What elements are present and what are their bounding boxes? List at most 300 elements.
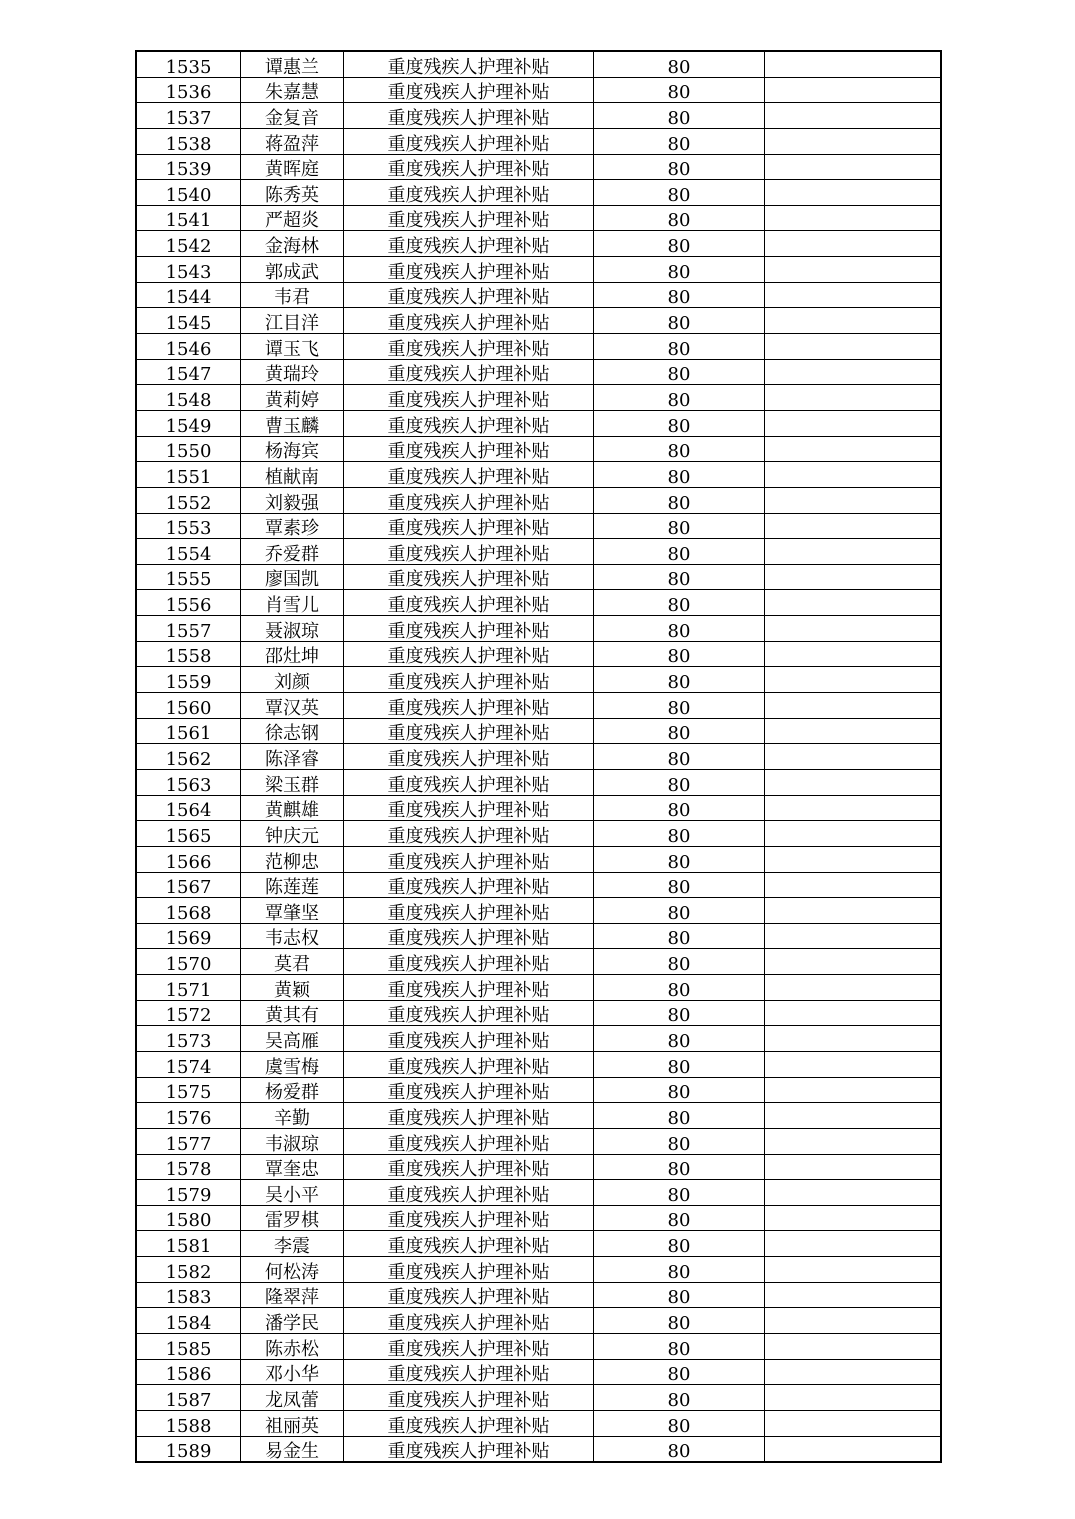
name-cell: 郭成武	[241, 257, 344, 283]
remark-cell	[765, 103, 942, 129]
row-number-cell: 1535	[136, 51, 241, 77]
amount-cell: 80	[594, 385, 765, 411]
subsidy-item-cell: 重度残疾人护理补贴	[344, 77, 594, 103]
amount-cell: 80	[594, 77, 765, 103]
row-number-cell: 1557	[136, 616, 241, 642]
subsidy-item-cell: 重度残疾人护理补贴	[344, 205, 594, 231]
name-cell: 谭玉飞	[241, 334, 344, 360]
subsidy-item-cell: 重度残疾人护理补贴	[344, 846, 594, 872]
amount-cell: 80	[594, 744, 765, 770]
subsidy-item-cell: 重度残疾人护理补贴	[344, 282, 594, 308]
table-row	[136, 1257, 941, 1283]
row-number-cell: 1565	[136, 821, 241, 847]
amount-cell: 80	[594, 1308, 765, 1334]
amount-cell: 80	[594, 487, 765, 513]
row-number-cell: 1536	[136, 77, 241, 103]
subsidy-item-cell: 重度残疾人护理补贴	[344, 1103, 594, 1129]
subsidy-item-cell: 重度残疾人护理补贴	[344, 641, 594, 667]
name-cell: 邵灶坤	[241, 641, 344, 667]
row-number-cell: 1580	[136, 1205, 241, 1231]
subsidy-item-cell: 重度残疾人护理补贴	[344, 231, 594, 257]
amount-cell: 80	[594, 103, 765, 129]
subsidy-item-cell: 重度残疾人护理补贴	[344, 616, 594, 642]
name-cell: 雷罗棋	[241, 1205, 344, 1231]
amount-cell: 80	[594, 846, 765, 872]
subsidy-item-cell: 重度残疾人护理补贴	[344, 795, 594, 821]
remark-cell	[765, 1359, 942, 1385]
table-row	[136, 872, 941, 898]
amount-cell: 80	[594, 1180, 765, 1206]
table-row	[136, 103, 941, 129]
name-cell: 严超炎	[241, 205, 344, 231]
table-row	[136, 1334, 941, 1360]
amount-cell: 80	[594, 667, 765, 693]
name-cell: 梁玉群	[241, 769, 344, 795]
row-number-cell: 1558	[136, 641, 241, 667]
row-number-cell: 1575	[136, 1077, 241, 1103]
name-cell: 陈泽睿	[241, 744, 344, 770]
amount-cell: 80	[594, 821, 765, 847]
table-row	[136, 693, 941, 719]
row-number-cell: 1578	[136, 1154, 241, 1180]
remark-cell	[765, 821, 942, 847]
subsidy-item-cell: 重度残疾人护理补贴	[344, 51, 594, 77]
row-number-cell: 1546	[136, 334, 241, 360]
subsidy-item-cell: 重度残疾人护理补贴	[344, 1231, 594, 1257]
remark-cell	[765, 1154, 942, 1180]
name-cell: 祖丽英	[241, 1410, 344, 1436]
table-row	[136, 1385, 941, 1411]
name-cell: 杨海宾	[241, 436, 344, 462]
name-cell: 徐志钢	[241, 718, 344, 744]
table-row	[136, 1436, 941, 1462]
amount-cell: 80	[594, 539, 765, 565]
amount-cell: 80	[594, 257, 765, 283]
remark-cell	[765, 128, 942, 154]
table-row	[136, 1077, 941, 1103]
subsidy-item-cell: 重度残疾人护理补贴	[344, 308, 594, 334]
table-row	[136, 257, 941, 283]
subsidy-item-cell: 重度残疾人护理补贴	[344, 462, 594, 488]
row-number-cell: 1541	[136, 205, 241, 231]
subsidy-item-cell: 重度残疾人护理补贴	[344, 821, 594, 847]
remark-cell	[765, 898, 942, 924]
remark-cell	[765, 1128, 942, 1154]
name-cell: 陈赤松	[241, 1334, 344, 1360]
row-number-cell: 1584	[136, 1308, 241, 1334]
remark-cell	[765, 1385, 942, 1411]
name-cell: 黄其有	[241, 1000, 344, 1026]
amount-cell: 80	[594, 1282, 765, 1308]
remark-cell	[765, 1282, 942, 1308]
table-row	[136, 1000, 941, 1026]
row-number-cell: 1562	[136, 744, 241, 770]
remark-cell	[765, 923, 942, 949]
remark-cell	[765, 1205, 942, 1231]
row-number-cell: 1587	[136, 1385, 241, 1411]
remark-cell	[765, 795, 942, 821]
name-cell: 黄瑞玲	[241, 359, 344, 385]
name-cell: 乔爱群	[241, 539, 344, 565]
row-number-cell: 1588	[136, 1410, 241, 1436]
name-cell: 覃奎忠	[241, 1154, 344, 1180]
name-cell: 韦君	[241, 282, 344, 308]
remark-cell	[765, 693, 942, 719]
subsidy-item-cell: 重度残疾人护理补贴	[344, 1051, 594, 1077]
row-number-cell: 1555	[136, 564, 241, 590]
subsidy-item-cell: 重度残疾人护理补贴	[344, 180, 594, 206]
name-cell: 莫君	[241, 949, 344, 975]
remark-cell	[765, 1410, 942, 1436]
subsidy-item-cell: 重度残疾人护理补贴	[344, 667, 594, 693]
subsidy-item-cell: 重度残疾人护理补贴	[344, 1128, 594, 1154]
table-row	[136, 487, 941, 513]
row-number-cell: 1550	[136, 436, 241, 462]
table-row	[136, 77, 941, 103]
row-number-cell: 1554	[136, 539, 241, 565]
row-number-cell: 1586	[136, 1359, 241, 1385]
remark-cell	[765, 1257, 942, 1283]
subsidy-item-cell: 重度残疾人护理补贴	[344, 744, 594, 770]
subsidy-item-cell: 重度残疾人护理补贴	[344, 154, 594, 180]
name-cell: 刘颜	[241, 667, 344, 693]
row-number-cell: 1574	[136, 1051, 241, 1077]
name-cell: 李震	[241, 1231, 344, 1257]
table-row	[136, 564, 941, 590]
table-row	[136, 667, 941, 693]
amount-cell: 80	[594, 128, 765, 154]
remark-cell	[765, 949, 942, 975]
amount-cell: 80	[594, 718, 765, 744]
amount-cell: 80	[594, 436, 765, 462]
table-row	[136, 975, 941, 1001]
subsidy-item-cell: 重度残疾人护理补贴	[344, 257, 594, 283]
amount-cell: 80	[594, 1128, 765, 1154]
amount-cell: 80	[594, 1205, 765, 1231]
name-cell: 聂淑琼	[241, 616, 344, 642]
amount-cell: 80	[594, 975, 765, 1001]
table-row	[136, 231, 941, 257]
row-number-cell: 1589	[136, 1436, 241, 1462]
name-cell: 覃汉英	[241, 693, 344, 719]
table-row	[136, 410, 941, 436]
row-number-cell: 1566	[136, 846, 241, 872]
amount-cell: 80	[594, 308, 765, 334]
name-cell: 刘毅强	[241, 487, 344, 513]
row-number-cell: 1540	[136, 180, 241, 206]
name-cell: 韦淑琼	[241, 1128, 344, 1154]
table-row	[136, 385, 941, 411]
subsidy-item-cell: 重度残疾人护理补贴	[344, 1205, 594, 1231]
amount-cell: 80	[594, 154, 765, 180]
table-row	[136, 51, 941, 77]
name-cell: 吴高雁	[241, 1026, 344, 1052]
amount-cell: 80	[594, 564, 765, 590]
table-row	[136, 1103, 941, 1129]
amount-cell: 80	[594, 180, 765, 206]
row-number-cell: 1569	[136, 923, 241, 949]
name-cell: 金复音	[241, 103, 344, 129]
row-number-cell: 1542	[136, 231, 241, 257]
subsidy-item-cell: 重度残疾人护理补贴	[344, 385, 594, 411]
subsidy-item-cell: 重度残疾人护理补贴	[344, 1359, 594, 1385]
name-cell: 曹玉麟	[241, 410, 344, 436]
amount-cell: 80	[594, 1410, 765, 1436]
subsidy-item-cell: 重度残疾人护理补贴	[344, 1257, 594, 1283]
subsidy-item-cell: 重度残疾人护理补贴	[344, 359, 594, 385]
remark-cell	[765, 1180, 942, 1206]
remark-cell	[765, 180, 942, 206]
row-number-cell: 1552	[136, 487, 241, 513]
row-number-cell: 1545	[136, 308, 241, 334]
table-row	[136, 718, 941, 744]
subsidy-item-cell: 重度残疾人护理补贴	[344, 898, 594, 924]
table-row	[136, 128, 941, 154]
subsidy-table-body	[136, 51, 941, 1462]
row-number-cell: 1564	[136, 795, 241, 821]
row-number-cell: 1585	[136, 1334, 241, 1360]
remark-cell	[765, 77, 942, 103]
table-row	[136, 949, 941, 975]
subsidy-item-cell: 重度残疾人护理补贴	[344, 1000, 594, 1026]
table-row	[136, 744, 941, 770]
subsidy-item-cell: 重度残疾人护理补贴	[344, 1026, 594, 1052]
table-row	[136, 1231, 941, 1257]
row-number-cell: 1556	[136, 590, 241, 616]
table-row	[136, 334, 941, 360]
row-number-cell: 1551	[136, 462, 241, 488]
row-number-cell: 1567	[136, 872, 241, 898]
remark-cell	[765, 590, 942, 616]
table-row	[136, 1154, 941, 1180]
table-row	[136, 308, 941, 334]
name-cell: 黄颖	[241, 975, 344, 1001]
name-cell: 杨爱群	[241, 1077, 344, 1103]
subsidy-item-cell: 重度残疾人护理补贴	[344, 539, 594, 565]
subsidy-item-cell: 重度残疾人护理补贴	[344, 1334, 594, 1360]
row-number-cell: 1537	[136, 103, 241, 129]
row-number-cell: 1571	[136, 975, 241, 1001]
table-row	[136, 282, 941, 308]
name-cell: 蒋盈萍	[241, 128, 344, 154]
table-row	[136, 436, 941, 462]
amount-cell: 80	[594, 1051, 765, 1077]
subsidy-item-cell: 重度残疾人护理补贴	[344, 1180, 594, 1206]
remark-cell	[765, 1051, 942, 1077]
name-cell: 潘学民	[241, 1308, 344, 1334]
table-row	[136, 1051, 941, 1077]
amount-cell: 80	[594, 1436, 765, 1462]
row-number-cell: 1570	[136, 949, 241, 975]
name-cell: 何松涛	[241, 1257, 344, 1283]
table-row	[136, 1308, 941, 1334]
subsidy-item-cell: 重度残疾人护理补贴	[344, 334, 594, 360]
row-number-cell: 1553	[136, 513, 241, 539]
name-cell: 虞雪梅	[241, 1051, 344, 1077]
amount-cell: 80	[594, 231, 765, 257]
subsidy-item-cell: 重度残疾人护理补贴	[344, 128, 594, 154]
row-number-cell: 1581	[136, 1231, 241, 1257]
remark-cell	[765, 154, 942, 180]
name-cell: 谭惠兰	[241, 51, 344, 77]
subsidy-item-cell: 重度残疾人护理补贴	[344, 513, 594, 539]
subsidy-item-cell: 重度残疾人护理补贴	[344, 1154, 594, 1180]
table-row	[136, 1026, 941, 1052]
name-cell: 陈莲莲	[241, 872, 344, 898]
amount-cell: 80	[594, 1026, 765, 1052]
name-cell: 邓小华	[241, 1359, 344, 1385]
table-row	[136, 923, 941, 949]
amount-cell: 80	[594, 282, 765, 308]
row-number-cell: 1572	[136, 1000, 241, 1026]
name-cell: 龙凤蕾	[241, 1385, 344, 1411]
name-cell: 范柳忠	[241, 846, 344, 872]
subsidy-item-cell: 重度残疾人护理补贴	[344, 1436, 594, 1462]
name-cell: 辛勤	[241, 1103, 344, 1129]
table-row	[136, 462, 941, 488]
remark-cell	[765, 846, 942, 872]
subsidy-item-cell: 重度残疾人护理补贴	[344, 949, 594, 975]
remark-cell	[765, 462, 942, 488]
row-number-cell: 1577	[136, 1128, 241, 1154]
amount-cell: 80	[594, 1077, 765, 1103]
remark-cell	[765, 641, 942, 667]
remark-cell	[765, 667, 942, 693]
remark-cell	[765, 308, 942, 334]
subsidy-table	[135, 50, 942, 1463]
amount-cell: 80	[594, 1334, 765, 1360]
name-cell: 黄晖庭	[241, 154, 344, 180]
table-row	[136, 795, 941, 821]
amount-cell: 80	[594, 923, 765, 949]
table-row	[136, 1359, 941, 1385]
amount-cell: 80	[594, 872, 765, 898]
table-row	[136, 769, 941, 795]
subsidy-item-cell: 重度残疾人护理补贴	[344, 923, 594, 949]
subsidy-item-cell: 重度残疾人护理补贴	[344, 410, 594, 436]
name-cell: 朱嘉慧	[241, 77, 344, 103]
table-row	[136, 1410, 941, 1436]
remark-cell	[765, 205, 942, 231]
table-row	[136, 205, 941, 231]
remark-cell	[765, 1026, 942, 1052]
amount-cell: 80	[594, 616, 765, 642]
amount-cell: 80	[594, 693, 765, 719]
row-number-cell: 1548	[136, 385, 241, 411]
name-cell: 植献南	[241, 462, 344, 488]
amount-cell: 80	[594, 1257, 765, 1283]
remark-cell	[765, 257, 942, 283]
name-cell: 钟庆元	[241, 821, 344, 847]
row-number-cell: 1538	[136, 128, 241, 154]
table-row	[136, 1205, 941, 1231]
row-number-cell: 1547	[136, 359, 241, 385]
remark-cell	[765, 539, 942, 565]
table-row	[136, 359, 941, 385]
table-row	[136, 539, 941, 565]
subsidy-item-cell: 重度残疾人护理补贴	[344, 769, 594, 795]
amount-cell: 80	[594, 513, 765, 539]
table-row	[136, 616, 941, 642]
subsidy-item-cell: 重度残疾人护理补贴	[344, 718, 594, 744]
amount-cell: 80	[594, 1385, 765, 1411]
remark-cell	[765, 1436, 942, 1462]
row-number-cell: 1560	[136, 693, 241, 719]
amount-cell: 80	[594, 1103, 765, 1129]
remark-cell	[765, 51, 942, 77]
remark-cell	[765, 1308, 942, 1334]
name-cell: 韦志权	[241, 923, 344, 949]
remark-cell	[765, 1334, 942, 1360]
subsidy-item-cell: 重度残疾人护理补贴	[344, 1308, 594, 1334]
table-row	[136, 1128, 941, 1154]
amount-cell: 80	[594, 462, 765, 488]
subsidy-item-cell: 重度残疾人护理补贴	[344, 1282, 594, 1308]
table-row	[136, 1180, 941, 1206]
amount-cell: 80	[594, 898, 765, 924]
name-cell: 黄莉婷	[241, 385, 344, 411]
subsidy-item-cell: 重度残疾人护理补贴	[344, 975, 594, 1001]
amount-cell: 80	[594, 590, 765, 616]
name-cell: 黄麒雄	[241, 795, 344, 821]
row-number-cell: 1576	[136, 1103, 241, 1129]
row-number-cell: 1543	[136, 257, 241, 283]
name-cell: 江目洋	[241, 308, 344, 334]
subsidy-item-cell: 重度残疾人护理补贴	[344, 564, 594, 590]
name-cell: 吴小平	[241, 1180, 344, 1206]
remark-cell	[765, 1103, 942, 1129]
amount-cell: 80	[594, 769, 765, 795]
remark-cell	[765, 436, 942, 462]
name-cell: 覃素珍	[241, 513, 344, 539]
remark-cell	[765, 616, 942, 642]
remark-cell	[765, 410, 942, 436]
row-number-cell: 1544	[136, 282, 241, 308]
subsidy-item-cell: 重度残疾人护理补贴	[344, 693, 594, 719]
remark-cell	[765, 385, 942, 411]
amount-cell: 80	[594, 410, 765, 436]
subsidy-item-cell: 重度残疾人护理补贴	[344, 1385, 594, 1411]
remark-cell	[765, 282, 942, 308]
table-row	[136, 898, 941, 924]
row-number-cell: 1539	[136, 154, 241, 180]
name-cell: 覃肇坚	[241, 898, 344, 924]
remark-cell	[765, 744, 942, 770]
subsidy-item-cell: 重度残疾人护理补贴	[344, 103, 594, 129]
remark-cell	[765, 718, 942, 744]
remark-cell	[765, 769, 942, 795]
amount-cell: 80	[594, 949, 765, 975]
remark-cell	[765, 231, 942, 257]
row-number-cell: 1563	[136, 769, 241, 795]
table-row	[136, 1282, 941, 1308]
amount-cell: 80	[594, 205, 765, 231]
name-cell: 廖国凯	[241, 564, 344, 590]
remark-cell	[765, 1000, 942, 1026]
row-number-cell: 1568	[136, 898, 241, 924]
remark-cell	[765, 975, 942, 1001]
subsidy-item-cell: 重度残疾人护理补贴	[344, 487, 594, 513]
table-row	[136, 821, 941, 847]
row-number-cell: 1582	[136, 1257, 241, 1283]
amount-cell: 80	[594, 1231, 765, 1257]
table-row	[136, 641, 941, 667]
amount-cell: 80	[594, 51, 765, 77]
subsidy-item-cell: 重度残疾人护理补贴	[344, 1077, 594, 1103]
subsidy-item-cell: 重度残疾人护理补贴	[344, 1410, 594, 1436]
remark-cell	[765, 334, 942, 360]
row-number-cell: 1573	[136, 1026, 241, 1052]
